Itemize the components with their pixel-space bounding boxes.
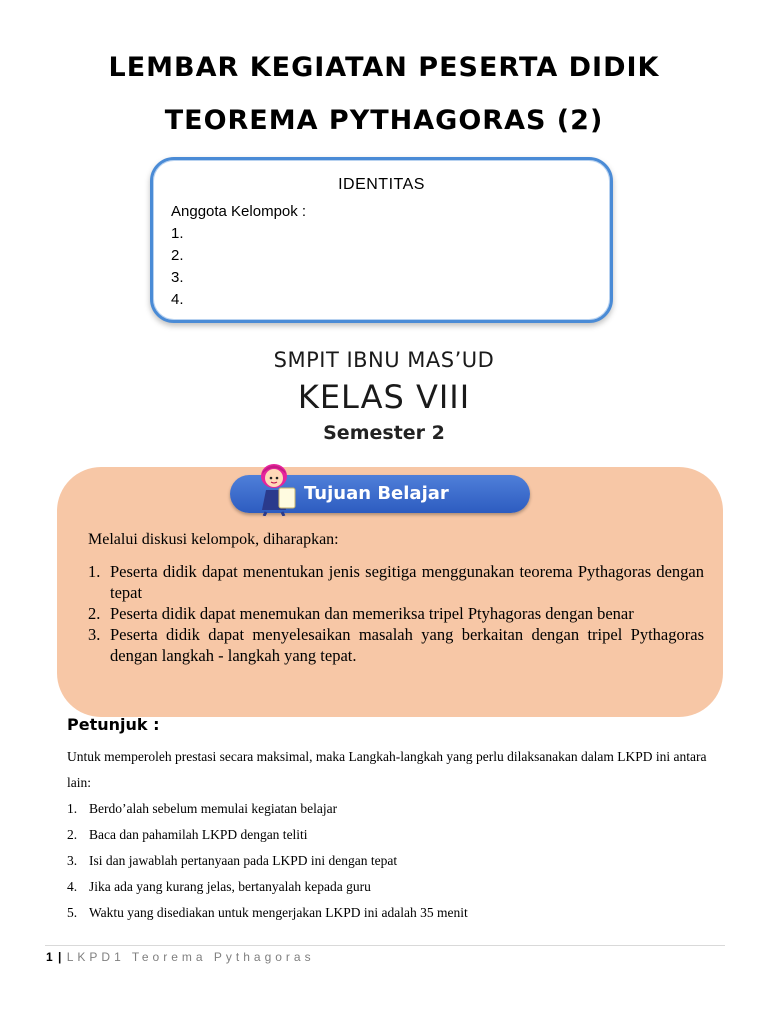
learning-goals-banner-label: Tujuan Belajar <box>304 483 449 504</box>
instruction-text: Waktu yang disediakan untuk mengerjakan LKPD ini adalah 35 menit <box>89 905 468 920</box>
instruction-item <box>67 822 717 848</box>
learning-goal-number: 2. <box>88 604 101 623</box>
footer-divider <box>45 945 725 946</box>
learning-goals-intro: Melalui diskusi kelompok, diharapkan: <box>88 531 339 548</box>
learning-goal-item <box>88 603 704 624</box>
page-number: 1 <box>46 950 53 964</box>
member-line-1: 1. <box>171 225 184 242</box>
instruction-item <box>67 796 717 822</box>
semester-label: Semester 2 <box>323 422 445 444</box>
identity-member-list <box>171 201 306 311</box>
member-line-3: 3. <box>171 269 184 286</box>
instruction-number: 5. <box>67 905 78 920</box>
learning-goals-list <box>88 561 704 666</box>
footer-document-name: LKPD1 Teorema Pythagoras <box>66 950 315 964</box>
instruction-number: 4. <box>67 879 78 894</box>
instruction-text: Berdo’alah sebelum memulai kegiatan belajar <box>89 801 338 816</box>
instruction-item <box>67 900 717 926</box>
class-label: KELAS VIII <box>297 378 471 416</box>
instructions-list <box>67 796 717 926</box>
student-mascot-icon <box>252 462 302 516</box>
learning-goal-number: 3. <box>88 625 101 644</box>
learning-goal-number: 1. <box>88 562 101 581</box>
identity-box <box>150 157 613 323</box>
instruction-text: Baca dan pahamilah LKPD dengan teliti <box>89 827 308 842</box>
learning-goal-item <box>88 561 704 603</box>
instruction-text: Jika ada yang kurang jelas, bertanyalah kepada guru <box>89 879 371 894</box>
member-line-2: 2. <box>171 247 184 264</box>
instruction-item <box>67 848 717 874</box>
instruction-item <box>67 874 717 900</box>
learning-goal-item <box>88 624 704 666</box>
member-line-4: 4. <box>171 291 184 308</box>
page-footer <box>46 950 315 964</box>
members-label: Anggota Kelompok : <box>171 203 307 220</box>
instruction-text: Isi dan jawablah pertanyaan pada LKPD ini dengan tepat <box>89 853 398 868</box>
learning-goal-text: Peserta didik dapat menyelesaikan masalah yang berkaitan dengan tripel Pythagoras dengan langkah - langkah yang tepat. <box>110 625 704 665</box>
instruction-number: 1. <box>67 801 78 816</box>
instructions-intro: Untuk memperoleh prestasi secara maksimal, maka Langkah-langkah yang perlu dilaksanakan dalam LKPD ini antara lain: <box>67 749 707 790</box>
document-title-line-1: LEMBAR KEGIATAN PESERTA DIDIK <box>108 52 660 83</box>
identity-heading: IDENTITAS <box>338 176 425 193</box>
learning-goal-text: Peserta didik dapat menentukan jenis segitiga menggunakan teorema Pythagoras dengan tepat <box>110 562 704 602</box>
instruction-number: 3. <box>67 853 78 868</box>
document-title-line-2: TEOREMA PYTHAGORAS (2) <box>164 105 604 136</box>
school-name: SMPIT IBNU MAS’UD <box>273 348 495 372</box>
footer-separator: | <box>58 950 62 964</box>
instructions-title: Petunjuk : <box>67 715 160 734</box>
learning-goal-text: Peserta didik dapat menemukan dan memeriksa tripel Ptyhagoras dengan benar <box>110 604 634 623</box>
instruction-number: 2. <box>67 827 78 842</box>
